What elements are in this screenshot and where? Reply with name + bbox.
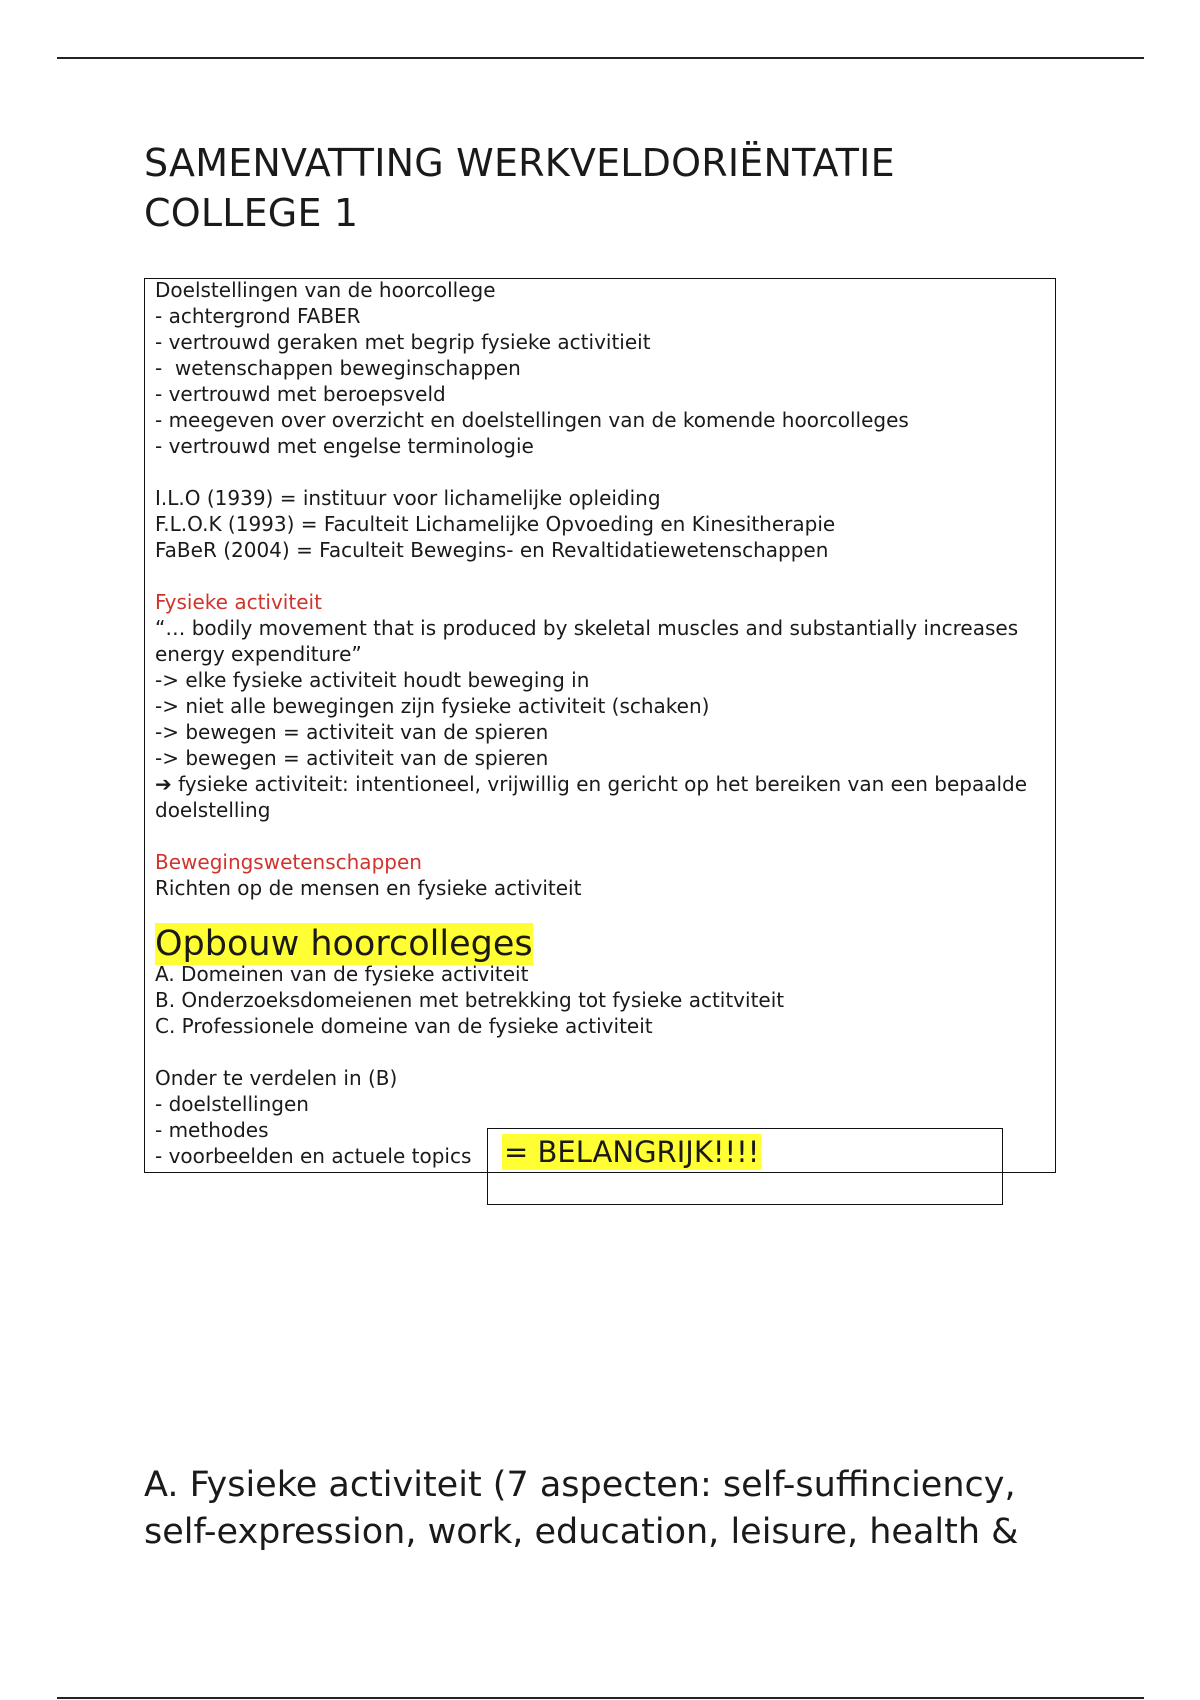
summary-box-content: [155, 277, 1055, 1169]
physical-activity-point: -> niet alle bewegingen zijn fysieke activiteit (schaken): [155, 694, 710, 718]
physical-activity-conclusion: ➔ fysieke activiteit: intentioneel, vrijwillig en gericht op het bereiken van een bepaalde doelstelling: [155, 772, 1028, 822]
physical-activity-point: -> elke fysieke activiteit houdt beweging in: [155, 668, 590, 692]
section-a-heading: A. Fysieke activiteit (7 aspecten: self-suffinciency, self-expression, work, education, leisure, health &: [144, 1465, 1019, 1552]
bottom-rule: [57, 1697, 1144, 1699]
movement-sciences-heading: Bewegingswetenschappen: [155, 850, 422, 874]
history-item: F.L.O.K (1993) = Faculteit Lichamelijke Opvoeding en Kinesitherapie: [155, 512, 836, 536]
split-item: - methodes: [155, 1118, 269, 1142]
physical-activity-point: -> bewegen = activiteit van de spieren: [155, 746, 549, 770]
page-title: [144, 138, 895, 238]
title-line-2: COLLEGE 1: [144, 191, 359, 235]
goal-item: - wetenschappen beweginschappen: [155, 356, 521, 380]
structure-item: B. Onderzoeksdomeienen met betrekking tot fysieke actitviteit: [155, 988, 785, 1012]
structure-item: A. Domeinen van de fysieke activiteit: [155, 962, 529, 986]
goal-item: - meegeven over overzicht en doelstellingen van de komende hoorcolleges: [155, 408, 909, 432]
spacer: [155, 1039, 1055, 1065]
goal-item: - vertrouwd met beroepsveld: [155, 382, 446, 406]
goal-item: - achtergrond FABER: [155, 304, 361, 328]
title-line-1: SAMENVATTING WERKVELDORIËNTATIE: [144, 141, 895, 185]
callout-important: = BELANGRIJK!!!!: [504, 1135, 760, 1169]
split-heading: Onder te verdelen in (B): [155, 1066, 398, 1090]
goals-heading: Doelstellingen van de hoorcollege: [155, 278, 496, 302]
spacer: [155, 459, 1055, 485]
spacer: [155, 823, 1055, 849]
spacer: [155, 901, 1055, 919]
goal-item: - vertrouwd met engelse terminologie: [155, 434, 534, 458]
top-rule: [57, 57, 1144, 59]
movement-sciences-text: Richten op de mensen en fysieke activiteit: [155, 876, 582, 900]
structure-heading: Opbouw hoorcolleges: [155, 924, 533, 964]
history-item: FaBeR (2004) = Faculteit Bewegins- en Revaltidatiewetenschappen: [155, 538, 829, 562]
structure-item: C. Professionele domeine van de fysieke activiteit: [155, 1014, 653, 1038]
split-item: - doelstellingen: [155, 1092, 309, 1116]
physical-activity-heading: Fysieke activiteit: [155, 590, 322, 614]
split-item: - voorbeelden en actuele topics: [155, 1144, 472, 1168]
physical-activity-point: -> bewegen = activiteit van de spieren: [155, 720, 549, 744]
physical-activity-quote: “… bodily movement that is produced by skeletal muscles and substantially increases energy expenditure”: [155, 616, 1019, 666]
spacer: [155, 563, 1055, 589]
history-item: I.L.O (1939) = instituur voor lichamelijke opleiding: [155, 486, 661, 510]
goal-item: - vertrouwd geraken met begrip fysieke activitieit: [155, 330, 651, 354]
